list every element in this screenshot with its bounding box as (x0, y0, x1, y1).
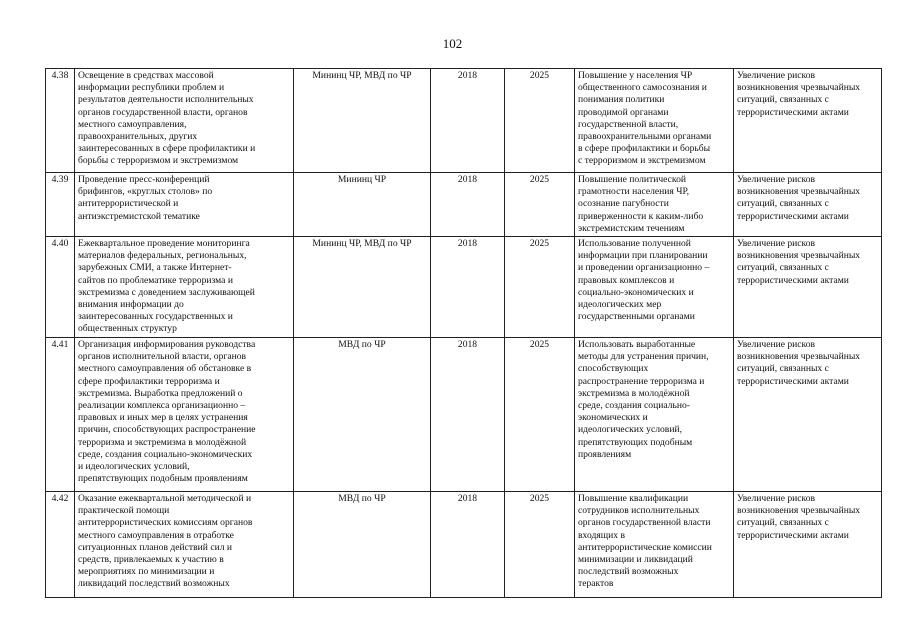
measures-table (45, 68, 882, 598)
result-text: Повышение политической грамотности населения ЧР, осознание пагубности приверженности к каким-либо экстремистским течениям (578, 174, 704, 234)
row-number: 4.42 (46, 492, 75, 598)
row-number: 4.41 (46, 338, 75, 492)
risk-text: Увеличение рисков возникновения чрезвычайных ситуаций, связанных с террористическими актами (737, 238, 861, 286)
measure-text: Проведение пресс-конференций брифингов, «круглых столов» по антитеррористической и антиэкстремистской тематике (78, 174, 213, 222)
end-year: 2025 (505, 173, 575, 237)
start-year: 2018 (431, 237, 505, 338)
result-text: Повышение у населения ЧР общественного самосознания и понимания политики проводимой органами государственной власти, правоохранительными органами в сфере профилактики и борьбы с терроризмом и экстремизмом (578, 70, 712, 167)
risk-text: Увеличение рисков возникновения чрезвычайных ситуаций, связанных с террористическими актами (737, 339, 861, 387)
start-year: 2018 (431, 338, 505, 492)
risk-text: Увеличение рисков возникновения чрезвычайных ситуаций, связанных с террористическими актами (737, 174, 861, 222)
start-year: 2018 (431, 69, 505, 173)
end-year: 2025 (505, 69, 575, 173)
table-row (46, 492, 882, 598)
executor-text: МВД по ЧР (338, 339, 386, 351)
measure-text: Оказание ежеквартальной методической и практической помощи антитеррористических комиссиям органов местного самоуправления в отработке ситуационных планов действий сил и средств, привлекаемых к участию в мероприятиях по минимизации и ликвидаций последствий возможных (78, 493, 253, 590)
page-number: 102 (442, 36, 463, 51)
start-year: 2018 (431, 173, 505, 237)
table-row (46, 237, 882, 338)
row-number: 4.38 (46, 69, 75, 173)
end-year: 2025 (505, 237, 575, 338)
measure-text: Ежеквартальное проведение мониторинга материалов федеральных, региональных, зарубежных СМИ, а также Интернет- сайтов по проблематике терроризма и экстремизма с доведением заслуживающей внимания информации до заинтересованных государственных и общественных структур (78, 238, 255, 335)
risk-text: Увеличение рисков возникновения чрезвычайных ситуаций, связанных с террористическими актами (737, 493, 861, 541)
executor-text: Мининц ЧР (337, 174, 387, 185)
row-number: 4.39 (46, 173, 75, 237)
table-row (46, 69, 882, 173)
executor-text: Мининц ЧР, МВД по ЧР (312, 238, 412, 250)
executor-text: МВД по ЧР (338, 493, 386, 505)
result-text: Использовать выработанные методы для устранения причин, способствующих распространение терроризма и экстремизма в молодёжной среде, создания социально- экономических и идеологических условий, препятствующих подобным проявлениям (578, 339, 709, 460)
table-row (46, 338, 882, 492)
measure-text: Освещение в средствах массовой информации республики проблем и результатов деятельности исполнительных органов государственной власти, органов местного самоуправления, правоохранительных, других заинтересованных в сфере профилактики и борьбы с терроризмом и экстремизмом (78, 70, 256, 167)
end-year: 2025 (505, 338, 575, 492)
table-row (46, 173, 882, 237)
result-text: Повышение квалификации сотрудников исполнительных органов государственной власти входящих в антитеррористические комиссии минимизации и ликвидаций последствий возможных терактов (578, 493, 712, 590)
start-year: 2018 (431, 492, 505, 598)
risk-text: Увеличение рисков возникновения чрезвычайных ситуаций, связанных с террористическими актами (737, 70, 861, 118)
measure-text: Организация информирования руководства органов исполнительной власти, органов местного самоуправления об обстановке в сфере профилактики терроризма и экстремизма. Выработка предложений о реализации комплекса организационно – правовых и иных мер в целях устранения причин, способствующих распространение терроризма и экстремизма в молодёжной среде, создания социально-экономических и идеологических условий, препятствующих подобным проявлениям (78, 339, 256, 485)
end-year: 2025 (505, 492, 575, 598)
row-number: 4.40 (46, 237, 75, 338)
executor-text: Мининц ЧР, МВД по ЧР (312, 70, 412, 81)
result-text: Использование полученной информации при планировании и проведении организационно – правовых комплексов и социально-экономических и идеологических мер государственными органами (578, 238, 710, 323)
